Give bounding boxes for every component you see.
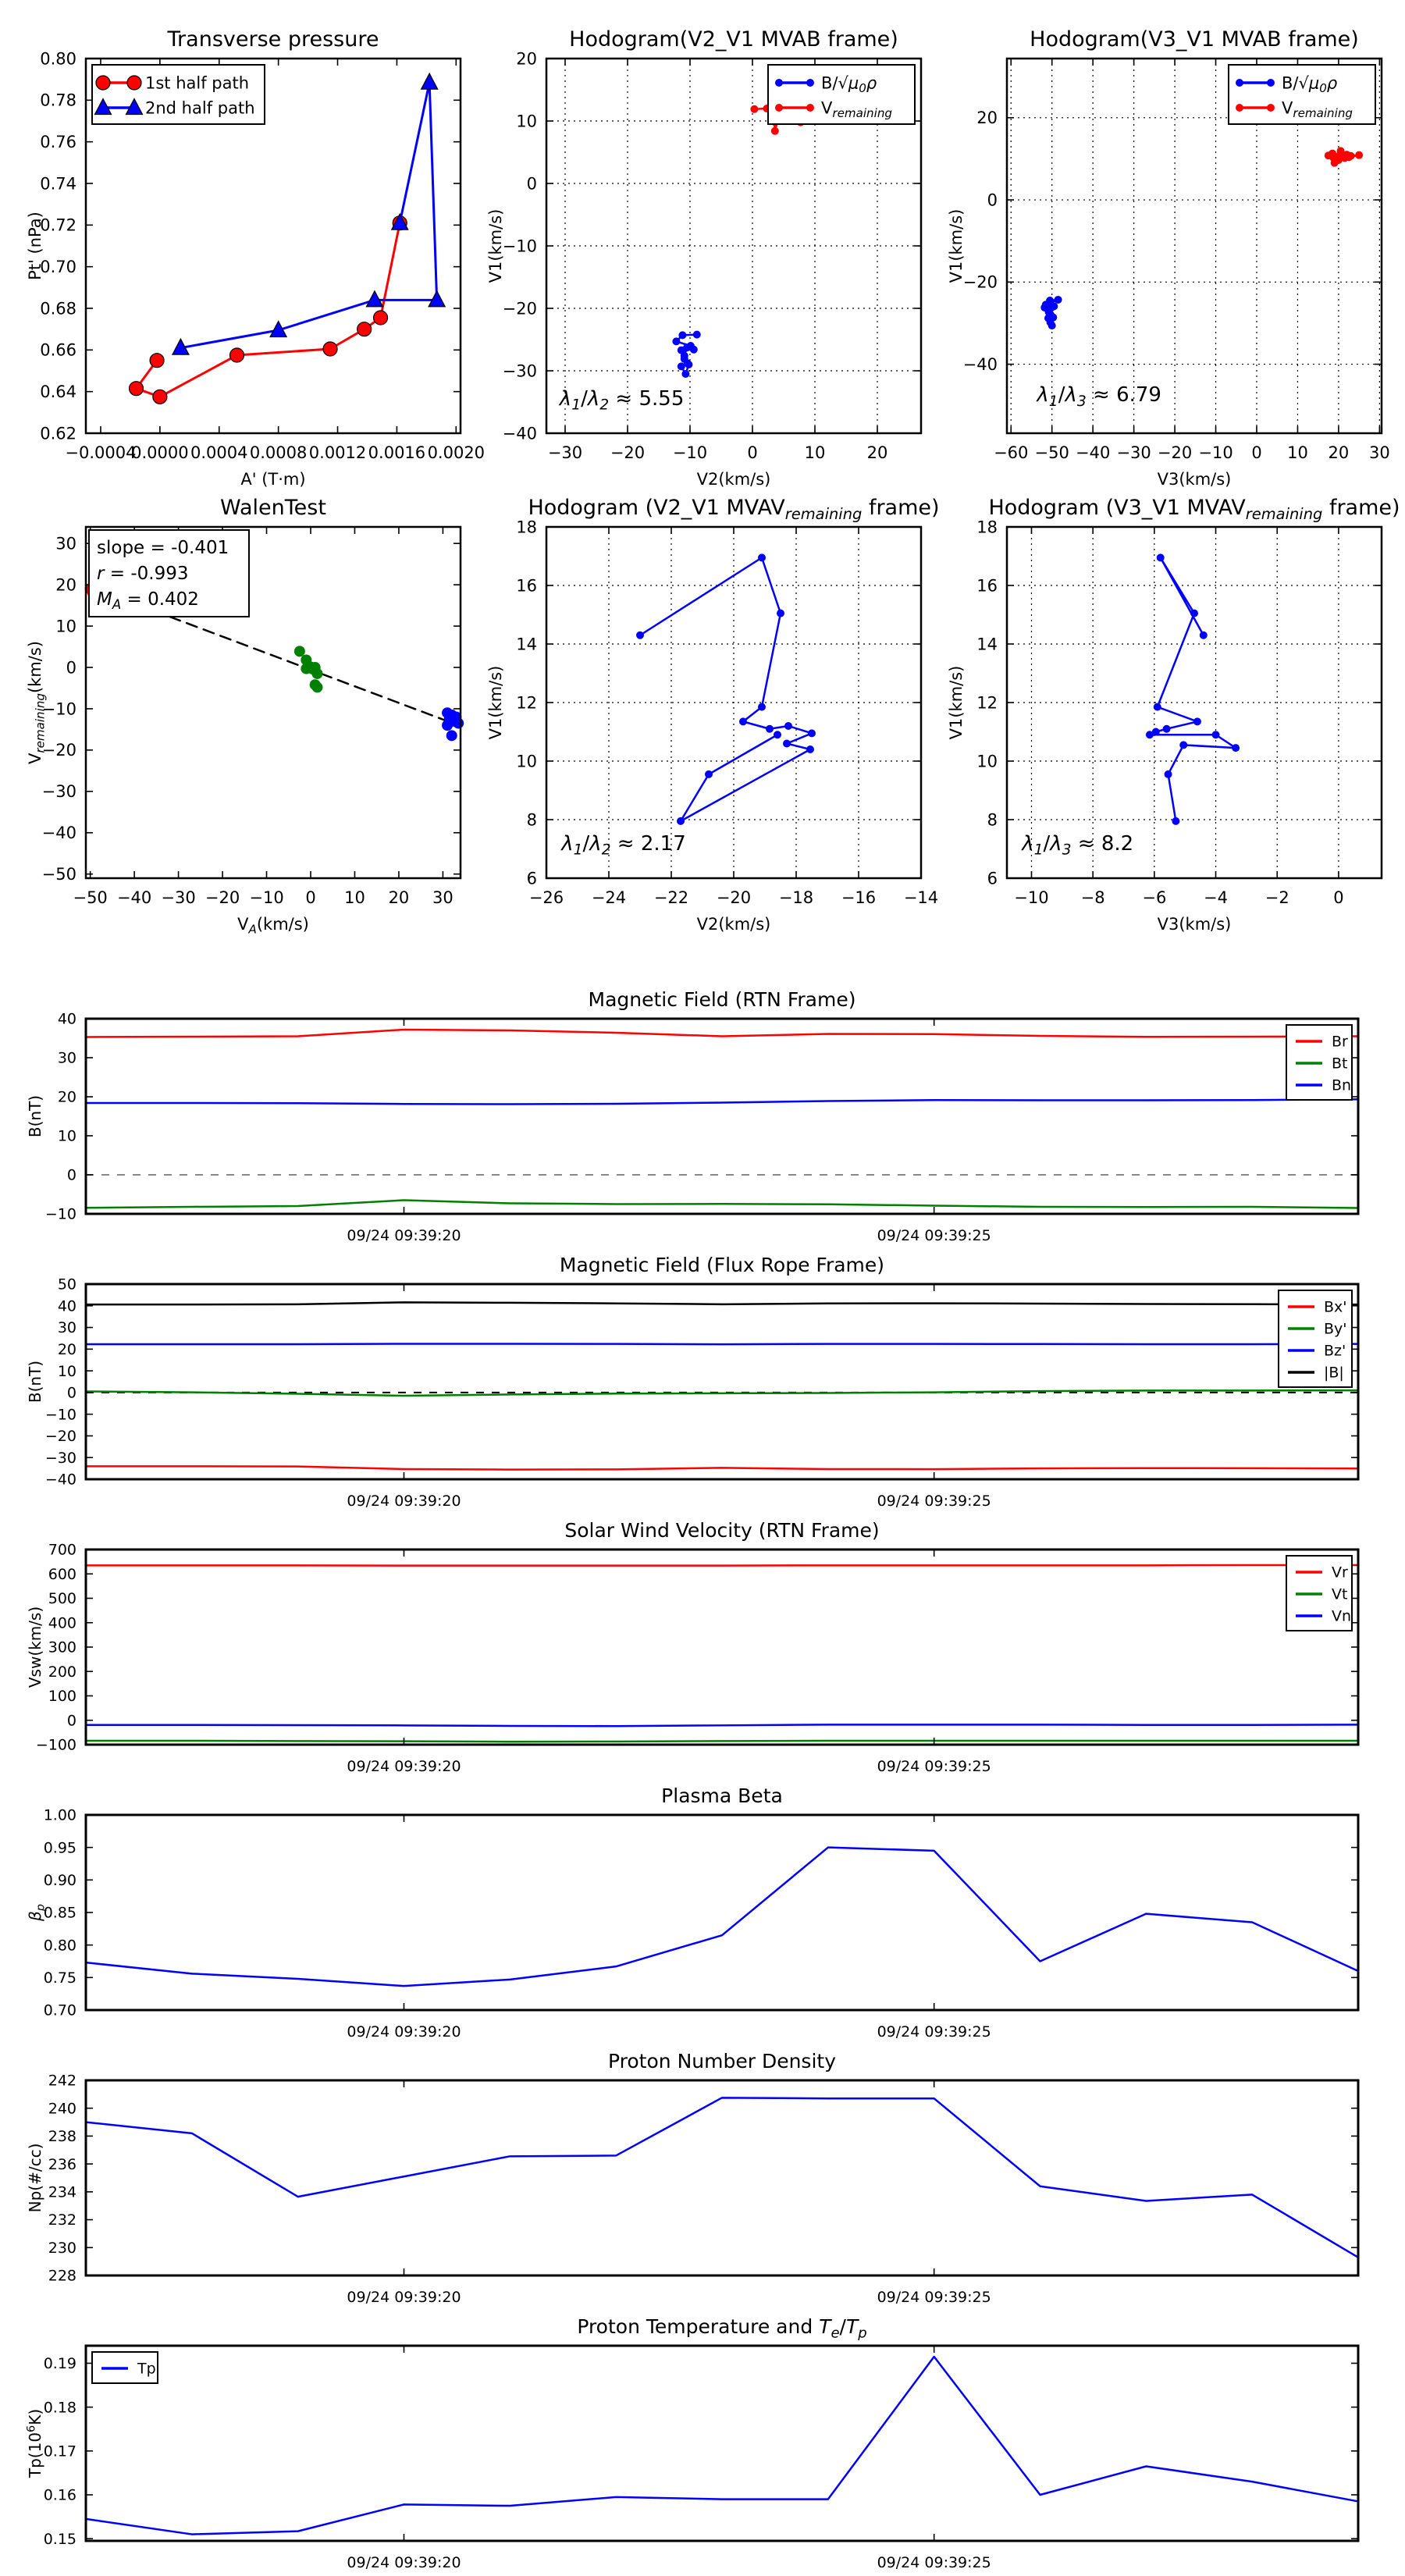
tick-marks (86, 1550, 1358, 1745)
y-tick-label: 0.16 (43, 2486, 76, 2504)
legend-label: $V_{remaining}$ (821, 98, 892, 120)
y-tick-label: −100 (35, 1736, 76, 1754)
x-tick-label: 20 (866, 443, 888, 462)
chart-hodogram-v2v1-mvav (486, 496, 940, 934)
ts4-series-0 (86, 1848, 1358, 1987)
y-tick-label: 20 (516, 49, 537, 69)
Br (86, 1030, 1358, 1037)
y-tick-label: 1.00 (43, 1806, 76, 1824)
axes-frame (86, 1284, 1358, 1479)
x-axis-label: V3(km/s) (1157, 470, 1232, 489)
tick-marks (86, 2080, 1358, 2275)
x-tick-label: 10 (344, 888, 365, 907)
y-tick-label: 300 (48, 1638, 76, 1656)
y-tick-label: 230 (48, 2239, 76, 2257)
y-tick-label: 232 (48, 2211, 76, 2229)
y-tick-label: 0 (987, 190, 998, 210)
ts1-plot-svg (12, 980, 1405, 1276)
x-tick-label: −20 (1157, 443, 1193, 462)
grid-lines (1007, 527, 1382, 878)
p3-plot-svg (933, 20, 1405, 496)
legend (1286, 1025, 1352, 1100)
x-tick-label: −0.0004 (65, 443, 137, 462)
chart-title: Magnetic Field (Flux Rope Frame) (559, 1254, 885, 1276)
y-tick-label: −20 (44, 1428, 76, 1446)
legend (1286, 1556, 1352, 1631)
y-tick-label: −20 (41, 741, 76, 760)
lambda-ratio-annotation: $\lambda_1/\lambda_2 \approx 5.55$ (559, 387, 685, 414)
x-tick-label: 09/24 09:39:25 (877, 2554, 991, 2571)
y-tick-label: 100 (48, 1688, 76, 1706)
x-tick-label: 20 (388, 888, 410, 907)
y-tick-label: 0.66 (40, 340, 76, 360)
y-tick-label: −30 (502, 361, 537, 381)
1st half path (130, 216, 407, 404)
y-tick-label: −10 (44, 1406, 76, 1424)
chart-title: WalenTest (220, 496, 326, 520)
y-tick-label: 30 (55, 534, 76, 553)
x-tick-label: 09/24 09:39:20 (347, 2023, 461, 2041)
legend-label: Bt (1332, 1055, 1348, 1073)
tick-marks (86, 1019, 1358, 1214)
y-tick-label: 236 (48, 2155, 76, 2173)
y-tick-label: 12 (516, 693, 537, 713)
y-tick-label: 0.80 (43, 1937, 76, 1955)
stats-line: slope = -0.401 (97, 538, 229, 558)
y-tick-label: 50 (57, 1276, 76, 1293)
legend-label: $B/√\mu_0\rho$ (821, 73, 877, 95)
y-tick-label: 30 (57, 1319, 76, 1337)
y-tick-label: 0.95 (43, 1839, 76, 1857)
y-tick-label: −40 (962, 354, 998, 374)
chart-hodogram-v3v1-mvab (947, 27, 1390, 489)
y-tick-label: −40 (502, 424, 537, 443)
x-tick-label: −20 (610, 443, 646, 462)
y-tick-label: 0 (66, 1166, 76, 1184)
legend-label: Vn (1332, 1607, 1352, 1625)
p5-series-0 (636, 553, 816, 825)
x-tick-label: −22 (653, 888, 689, 907)
grid-lines (546, 527, 921, 878)
chart-proton-temperature (25, 2315, 1358, 2571)
ts3-plot-svg (12, 1510, 1405, 1807)
x-tick-label: −60 (994, 443, 1029, 462)
x-tick-label: 10 (804, 443, 826, 462)
lambda-ratio-annotation: $\lambda_1/\lambda_3 \approx 6.79$ (1037, 383, 1161, 410)
chart-hodogram-v2v1-mvab (486, 27, 921, 489)
y-tick-label: 16 (516, 576, 537, 596)
stats-line: r = -0.993 (97, 564, 189, 584)
p6-series-0 (1146, 553, 1240, 825)
y-tick-label: 40 (57, 1297, 76, 1315)
x-tick-label: 09/24 09:39:25 (877, 1758, 991, 1775)
p4-plot-svg (12, 488, 515, 941)
y-tick-label: 0.70 (43, 2001, 76, 2019)
x-tick-label: −26 (528, 888, 564, 907)
chart-title: Hodogram (V3_V1 $MVAV_{remaining}$ frame) (988, 496, 1400, 523)
x-tick-label: −50 (1034, 443, 1069, 462)
x-tick-label: 0 (305, 888, 316, 907)
legend-label: 1st half path (145, 73, 250, 93)
y-tick-label: 228 (48, 2267, 76, 2285)
y-tick-label: 0.74 (40, 174, 76, 194)
x-tick-label: 0.0004 (190, 443, 248, 462)
y-tick-label: 10 (516, 112, 537, 131)
legend (1279, 1290, 1352, 1387)
x-tick-label: −20 (205, 888, 240, 907)
B/√μ0ρ (672, 331, 700, 378)
y-tick-label: 16 (976, 576, 998, 596)
axes-frame (86, 2346, 1358, 2541)
B/√μ0ρ (1040, 296, 1062, 329)
y-tick-label: −50 (41, 865, 76, 884)
p1-plot-svg (12, 20, 515, 496)
x-tick-label: 10 (1287, 443, 1308, 462)
y-tick-label: 0.19 (43, 2355, 76, 2373)
y-tick-label: 14 (516, 635, 537, 654)
x-axis-label: A' (T·m) (240, 470, 306, 489)
y-axis-label: B(nT) (26, 1360, 44, 1404)
y-tick-label: 500 (48, 1590, 76, 1608)
legend (92, 2352, 158, 2383)
chart-proton-number-density (26, 2050, 1358, 2306)
y-tick-label: 0.75 (43, 1969, 76, 1987)
x-tick-label: −6 (1142, 888, 1167, 907)
legend-label: $B/√\mu_0\rho$ (1282, 73, 1338, 95)
y-tick-label: 0.62 (40, 424, 76, 443)
x-tick-label: −2 (1264, 888, 1289, 907)
legend (92, 65, 265, 124)
x-tick-label: 09/24 09:39:20 (347, 1227, 461, 1244)
x-tick-label: 09/24 09:39:20 (347, 2554, 461, 2571)
y-tick-label: 8 (526, 810, 537, 830)
x-tick-label: 09/24 09:39:25 (877, 1493, 991, 1510)
chart-title: Proton Number Density (608, 2050, 836, 2073)
y-tick-label: 200 (48, 1663, 76, 1681)
axes-frame (86, 1815, 1358, 2010)
ts4-plot-svg (12, 1776, 1405, 2073)
y-tick-label: 20 (55, 575, 76, 595)
p5-plot-svg (472, 488, 976, 941)
legend-label: 2nd half path (145, 98, 255, 118)
x-tick-label: −40 (1075, 443, 1111, 462)
y-axis-label: B(nT) (26, 1094, 44, 1138)
Bx' (86, 1466, 1358, 1469)
y-tick-label: 14 (976, 635, 998, 654)
Bz' (86, 1344, 1358, 1345)
x-tick-label: 0.0000 (131, 443, 189, 462)
y-tick-label: 8 (987, 810, 998, 830)
p6-plot-svg (933, 488, 1405, 941)
ts5-series-0 (86, 2097, 1358, 2257)
legend (1229, 65, 1375, 124)
x-tick-label: −40 (116, 888, 152, 907)
y-tick-label: −20 (502, 299, 537, 318)
Bn (86, 1099, 1358, 1104)
legend (768, 65, 915, 124)
axes-frame (86, 2080, 1358, 2275)
y-tick-label: 0.76 (40, 133, 76, 152)
tick-marks (86, 1815, 1358, 2010)
p4-series-2 (294, 646, 323, 692)
y-tick-label: 400 (48, 1614, 76, 1632)
y-tick-label: 238 (48, 2128, 76, 2146)
y-tick-label: 0 (526, 174, 537, 194)
x-tick-label: 0.0020 (427, 443, 486, 462)
legend-label: Bx' (1324, 1298, 1347, 1316)
x-tick-label: −16 (841, 888, 877, 907)
x-tick-label: −10 (249, 888, 284, 907)
ts2-plot-svg (12, 1245, 1405, 1542)
legend-label: Bz' (1324, 1342, 1346, 1360)
y-tick-label: −40 (44, 1471, 76, 1489)
y-axis-label: Np(#/cc) (26, 2143, 44, 2213)
y-tick-label: 10 (57, 1362, 76, 1380)
x-tick-label: 0 (747, 443, 758, 462)
y-tick-label: 20 (976, 109, 998, 128)
x-tick-label: 0 (1251, 443, 1262, 462)
y-tick-label: 0.72 (40, 215, 76, 235)
x-axis-label: V2(km/s) (696, 915, 771, 934)
stats-line: $M_A = 0.402$ (97, 589, 199, 613)
x-tick-label: −18 (778, 888, 814, 907)
y-tick-label: −10 (41, 699, 76, 719)
x-tick-label: −4 (1204, 888, 1229, 907)
y-tick-label: −10 (44, 1205, 76, 1223)
ts5-plot-svg (12, 2041, 1405, 2338)
y-axis-label: $V_{remaining}(km/s)$ (26, 640, 48, 765)
axes-frame (86, 1550, 1358, 1745)
x-tick-label: 30 (432, 888, 454, 907)
chart-magnetic-field-rtn (26, 988, 1358, 1244)
y-tick-label: 10 (55, 617, 76, 636)
y-tick-label: 600 (48, 1565, 76, 1583)
y-tick-label: 240 (48, 2100, 76, 2118)
stats-textbox (89, 530, 249, 617)
legend-label: Vr (1332, 1564, 1348, 1582)
x-axis-label: V3(km/s) (1157, 915, 1232, 934)
x-tick-label: −20 (716, 888, 752, 907)
x-tick-label: −8 (1080, 888, 1105, 907)
y-axis-label: Vsw(km/s) (26, 1606, 44, 1688)
Tp (86, 2357, 1358, 2535)
p2-plot-svg (472, 20, 976, 496)
x-tick-label: 0.0016 (368, 443, 426, 462)
legend-label: $V_{remaining}$ (1282, 98, 1353, 120)
y-tick-label: 0.68 (40, 299, 76, 318)
y-tick-label: −30 (41, 782, 76, 802)
legend-label: Bn (1332, 1076, 1352, 1094)
lambda-ratio-annotation: $\lambda_1/\lambda_3 \approx 8.2$ (1022, 832, 1134, 859)
y-tick-label: 0.78 (40, 91, 76, 110)
y-tick-label: 242 (48, 2072, 76, 2090)
chart-plasma-beta (26, 1784, 1358, 2041)
y-tick-label: −40 (41, 824, 76, 843)
chart-title: Plasma Beta (661, 1784, 783, 1807)
x-tick-label: −30 (547, 443, 583, 462)
x-tick-label: 09/24 09:39:25 (877, 2289, 991, 2306)
y-tick-label: 20 (57, 1340, 76, 1358)
y-tick-label: 18 (976, 518, 998, 537)
y-tick-label: 0.90 (43, 1871, 76, 1889)
y-tick-label: 0 (66, 1384, 76, 1402)
Vt (86, 1741, 1358, 1742)
tick-marks (86, 1284, 1358, 1479)
x-tick-label: −50 (73, 888, 108, 907)
chart-title: Magnetic Field (RTN Frame) (588, 988, 856, 1011)
x-tick-label: 20 (1328, 443, 1350, 462)
y-tick-label: 700 (48, 1541, 76, 1559)
axes-frame (86, 1019, 1358, 1214)
legend-label: By' (1324, 1320, 1347, 1338)
Vr (86, 1565, 1358, 1566)
chart-title: Solar Wind Velocity (RTN Frame) (564, 1519, 880, 1542)
y-axis-label: $Tp(10^6K)$ (25, 2408, 44, 2478)
x-axis-label: $V_A(km/s)$ (237, 915, 309, 937)
x-axis-label: V2(km/s) (696, 470, 771, 489)
y-tick-label: 0.17 (43, 2443, 76, 2460)
y-tick-label: 0.15 (43, 2530, 76, 2548)
|B| (86, 1302, 1358, 1304)
legend-label: Tp (137, 2360, 156, 2378)
x-tick-label: 30 (1369, 443, 1390, 462)
y-tick-label: 20 (57, 1088, 76, 1106)
Bt (86, 1201, 1358, 1208)
y-axis-label: V1(km/s) (947, 208, 966, 283)
y-tick-label: 0 (66, 658, 76, 678)
x-tick-label: 0.0008 (249, 443, 308, 462)
chart-title: Hodogram(V2_V1 MVAB frame) (569, 27, 898, 52)
y-tick-label: 10 (976, 752, 998, 771)
chart-transverse-pressure (26, 27, 486, 489)
x-tick-label: −10 (1198, 443, 1233, 462)
x-tick-label: −10 (672, 443, 708, 462)
y-tick-label: 0 (66, 1712, 76, 1730)
y-tick-label: −20 (962, 272, 998, 292)
y-axis-label: V1(km/s) (486, 208, 505, 283)
y-tick-label: −10 (502, 237, 537, 256)
y-tick-label: 40 (57, 1010, 76, 1028)
x-tick-label: 09/24 09:39:20 (347, 1493, 461, 1510)
lambda-ratio-annotation: $\lambda_1/\lambda_2 \approx 2.17$ (561, 832, 686, 859)
x-tick-label: 09/24 09:39:25 (877, 1227, 991, 1244)
y-tick-label: 6 (526, 869, 537, 888)
x-tick-label: 09/24 09:39:25 (877, 2023, 991, 2041)
y-tick-label: −30 (44, 1449, 76, 1467)
y-tick-label: 0.70 (40, 258, 76, 277)
chart-walen-test (26, 496, 461, 937)
legend-label: Br (1332, 1033, 1348, 1051)
y-tick-label: 0.85 (43, 1904, 76, 1922)
chart-magnetic-field-flux-rope (26, 1254, 1358, 1510)
y-tick-label: 12 (976, 693, 998, 713)
chart-title: Transverse pressure (167, 27, 379, 52)
y-axis-label: $\beta_p$ (26, 1904, 48, 1921)
x-tick-label: −30 (161, 888, 196, 907)
x-tick-label: −10 (1014, 888, 1049, 907)
x-tick-label: −24 (591, 888, 627, 907)
y-axis-label: V1(km/s) (947, 665, 966, 740)
x-tick-label: 09/24 09:39:20 (347, 2289, 461, 2306)
chart-title: Hodogram (V2_V1 $MVAV_{remaining}$ frame) (528, 496, 940, 523)
ts6-plot-svg (12, 2307, 1405, 2576)
legend-label: Vt (1332, 1585, 1348, 1603)
x-tick-label: 0 (1333, 888, 1344, 907)
y-tick-label: 0.64 (40, 382, 76, 402)
chart-hodogram-v3v1-mvav (947, 496, 1400, 934)
x-tick-label: −14 (903, 888, 939, 907)
chart-title: Hodogram(V3_V1 MVAB frame) (1030, 27, 1359, 52)
x-tick-label: −30 (1116, 443, 1151, 462)
y-tick-label: 234 (48, 2183, 76, 2201)
y-tick-label: 0.18 (43, 2399, 76, 2417)
Vn (86, 1724, 1358, 1726)
tick-marks (86, 2346, 1358, 2541)
chart-solar-wind-velocity (26, 1519, 1358, 1775)
Vremaining (1325, 147, 1363, 166)
y-tick-label: 10 (57, 1127, 76, 1145)
y-axis-label: V1(km/s) (486, 665, 505, 740)
y-tick-label: 0.80 (40, 49, 76, 69)
chart-title: Proton Temperature and $T_e/T_p$ (577, 2315, 867, 2342)
y-tick-label: 30 (57, 1049, 76, 1067)
x-tick-label: 09/24 09:39:20 (347, 1758, 461, 1775)
y-tick-label: 6 (987, 869, 998, 888)
y-tick-label: 18 (516, 518, 537, 537)
legend-label: |B| (1324, 1364, 1344, 1382)
x-tick-label: 0.0012 (308, 443, 367, 462)
y-axis-label: Pt' (nPa) (26, 212, 44, 280)
y-tick-label: 10 (516, 752, 537, 771)
